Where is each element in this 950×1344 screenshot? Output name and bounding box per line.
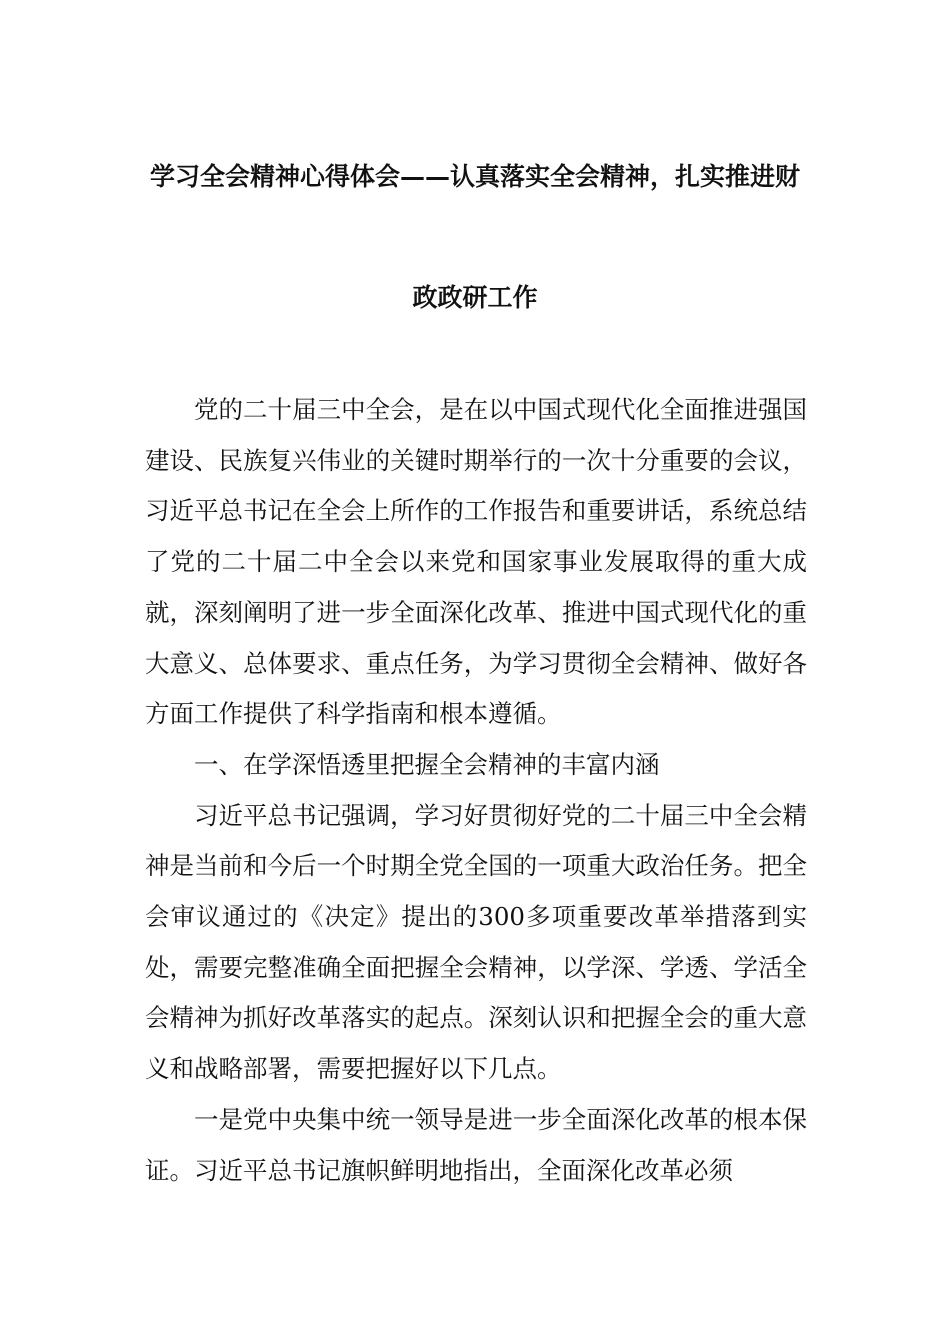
document-title-line-1: 学习全会精神心得体会——认真落实全会精神，扎实推进财 (149, 162, 800, 191)
section-heading-1: 一、在学深悟透里把握全会精神的丰富内涵 (194, 749, 660, 779)
paragraph-section-1: 习近平总书记强调，学习好贯彻好党的二十届三中全会精神是当前和今后一个时期全党全国的一项重大政治任务。把全会审议通过的《决定》提出的300多项重要改革举措落到实处，需要完整准确全面把握全会精神，以学深、学透、学活全会精神为抓好改革落实的起点。深刻认识和把握全会的重大意义和战略部署，需要把握好以下几点。 (145, 800, 807, 1084)
paragraph-intro: 党的二十届三中全会，是在以中国式现代化全面推进强国建设、民族复兴伟业的关键时期举行的一次十分重要的会议，习近平总书记在全会上所作的工作报告和重要讲话，系统总结了党的二十届二中全会以来党和国家事业发展取得的重大成就，深刻阐明了进一步全面深化改革、推进中国式现代化的重大意义、总体要求、重点任务，为学习贯彻全会精神、做好各方面工作提供了科学指南和根本遵循。 (145, 395, 807, 729)
document-body (145, 385, 807, 1196)
document-title-line-2: 政政研工作 (412, 283, 538, 312)
paragraph-point-1: 一是党中央集中统一领导是进一步全面深化改革的根本保证。习近平总书记旗帜鲜明地指出，全面深化改革必须 (145, 1104, 807, 1185)
